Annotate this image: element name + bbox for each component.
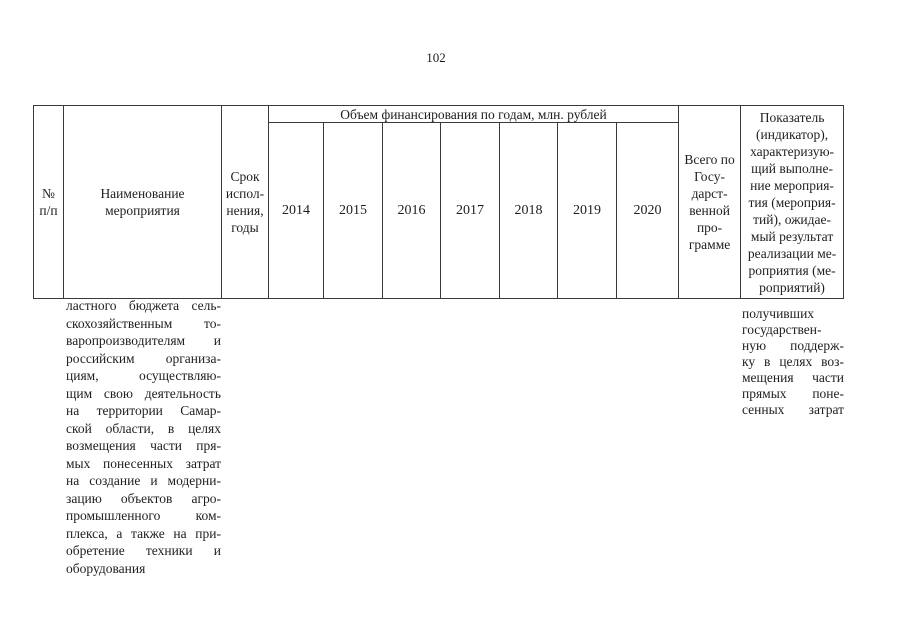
header-indicator-line: ние мероприя- — [750, 177, 834, 193]
body-name-line: ластного бюджета сель- — [66, 298, 221, 313]
body-name-text — [66, 297, 221, 577]
header-cell-term — [222, 106, 269, 299]
header-indicator-line: роприятий) — [759, 279, 825, 295]
body-name-line: ской области, в целях — [66, 420, 221, 436]
header-term-line: Срок — [230, 169, 260, 184]
body-name-line: оборудования — [66, 560, 146, 576]
header-year-2020: 2020 — [617, 123, 679, 299]
header-indicator-line: роприятия (ме- — [748, 262, 836, 278]
header-term-line: испол- — [225, 186, 265, 201]
header-indicator-line: характеризую- — [750, 143, 835, 159]
header-name-line: мероприятия — [105, 203, 180, 218]
body-name-line: зацию объектов агро- — [66, 490, 221, 506]
body-name-line: мых понесенных затрат — [66, 455, 221, 471]
header-total-line: дарст- — [691, 186, 728, 201]
header-number-line: № — [42, 186, 55, 201]
header-name-line: Наименование — [100, 186, 185, 201]
header-indicator-line: щий выполне- — [751, 160, 834, 176]
body-indicator-line: сенных затрат — [742, 402, 844, 417]
header-cell-number — [34, 106, 64, 299]
table-header — [33, 105, 844, 299]
header-term-line: годы — [231, 220, 259, 235]
header-year-2015: 2015 — [324, 123, 383, 299]
body-name-line: промышленного ком- — [66, 508, 221, 523]
body-indicator-line: государствен- — [742, 322, 822, 337]
body-name-line: щим свою деятельность — [66, 385, 221, 401]
body-name-line: обретение техники и — [66, 543, 221, 558]
header-cell-funding: Объем финансирования по годам, млн. рублей — [269, 106, 679, 123]
header-year-2017: 2017 — [441, 123, 500, 299]
header-number-line: п/п — [39, 203, 58, 218]
body-name-line: на создание и модерни- — [66, 473, 221, 488]
header-total-line: Госу- — [694, 169, 725, 184]
page-number: 102 — [426, 50, 446, 65]
body-indicator-line: ную поддерж- — [742, 338, 844, 353]
header-year-2014: 2014 — [269, 123, 324, 299]
body-name-line: скохозяйственным то- — [66, 315, 221, 331]
header-year-2019: 2019 — [558, 123, 617, 299]
header-indicator-line: тий), ожидае- — [753, 211, 832, 227]
header-cell-total — [679, 106, 741, 299]
header-indicator-line: реализации ме- — [747, 245, 837, 261]
header-cell-indicator — [741, 106, 844, 299]
header-total-line: про- — [696, 220, 723, 235]
body-indicator-line: мещения части — [742, 370, 844, 385]
header-total-line: Всего по — [684, 152, 735, 167]
header-term-line: нения, — [226, 203, 264, 218]
header-indicator-line: Показатель — [759, 109, 825, 125]
body-name-line: плекса, а также на при- — [66, 525, 221, 541]
header-year-2018: 2018 — [500, 123, 558, 299]
header-indicator-line: мый результат — [750, 228, 834, 244]
body-name-line: на территории Самар- — [66, 403, 221, 418]
body-indicator-text — [742, 306, 844, 418]
header-indicator-line: (индикатор), — [755, 126, 829, 142]
body-name-line: циям, осуществляю- — [66, 368, 221, 383]
body-name-line: варопроизводителям и — [66, 333, 221, 348]
header-total-line: венной — [689, 203, 730, 218]
header-indicator-line: тия (мероприя- — [748, 194, 836, 210]
body-name-line: российским организа- — [66, 350, 221, 366]
body-indicator-line: прямых поне- — [742, 386, 844, 401]
header-total-line: грамме — [688, 237, 731, 252]
header-year-2016: 2016 — [383, 123, 441, 299]
body-indicator-line: получивших — [742, 306, 815, 321]
body-name-line: возмещения части пря- — [66, 438, 221, 453]
header-cell-name — [64, 106, 222, 299]
body-indicator-line: ку в целях воз- — [742, 354, 844, 369]
